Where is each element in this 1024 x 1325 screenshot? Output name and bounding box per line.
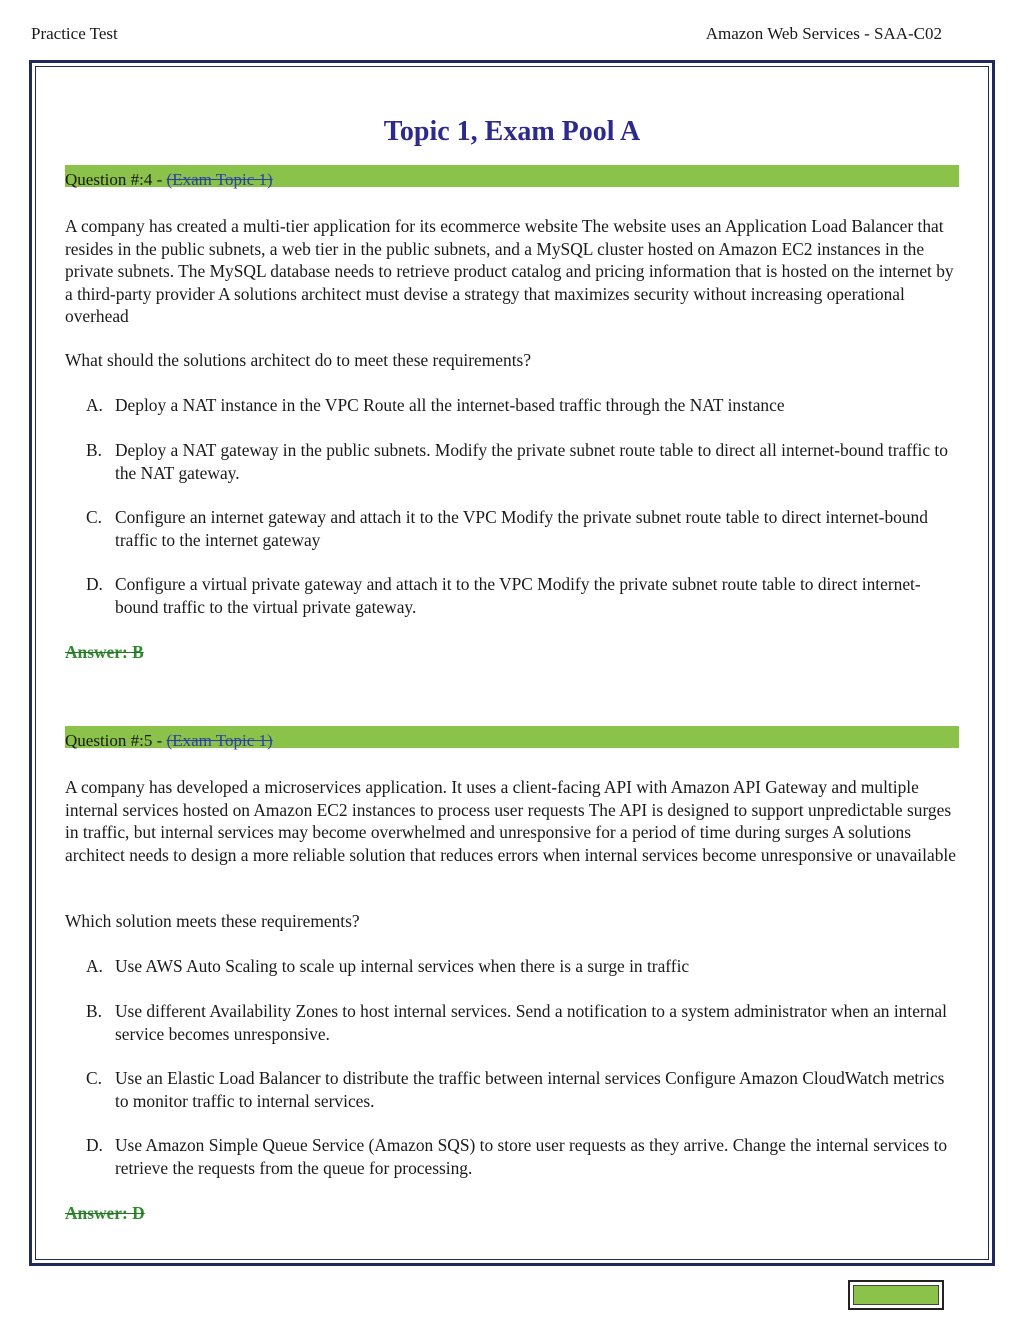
option-letter: C. [86, 1068, 102, 1088]
option-a[interactable] [86, 394, 956, 417]
answer-text: Answer: D [65, 1203, 145, 1223]
question-label: Question #:5 - [65, 731, 167, 750]
exam-topic-link[interactable]: (Exam Topic 1) [166, 731, 273, 750]
option-text: Use Amazon Simple Queue Service (Amazon SQS) to store user requests as they arrive. Change the internal services to retrieve the requests from the queue for processing. [115, 1135, 948, 1178]
question-prompt: What should the solutions architect do to meet these requirements? [65, 350, 532, 370]
option-c[interactable] [86, 1067, 956, 1112]
page-number-fill [853, 1285, 939, 1305]
topic-title: Topic 1, Exam Pool A [383, 116, 641, 147]
option-d[interactable] [86, 573, 956, 618]
page-number-box [848, 1280, 944, 1310]
option-text: Use AWS Auto Scaling to scale up internal services when there is a surge in traffic [115, 956, 690, 976]
answer-text: Answer: B [65, 642, 144, 662]
header-right: Amazon Web Services - SAA-C02 [705, 24, 942, 43]
option-letter: A. [86, 956, 103, 976]
option-letter: D. [86, 574, 103, 594]
question-label: Question #:4 - [65, 170, 167, 189]
page-header [31, 24, 942, 48]
option-text: Deploy a NAT gateway in the public subnets. Modify the private subnet route table to direct all internet-bound traffic to the NAT gateway. [115, 440, 948, 483]
question-header [65, 726, 959, 748]
option-d[interactable] [86, 1134, 956, 1179]
option-letter: B. [86, 440, 102, 460]
option-text: Deploy a NAT instance in the VPC Route all the internet-based traffic through the NAT instance [115, 395, 785, 415]
question-body: A company has created a multi-tier application for its ecommerce website The website uses an Application Load Balancer that resides in the public subnets, a web tier in the public subnets, and a MySQL cluster hosted on Amazon EC2 instances in the private subnets. The MySQL database needs to retrieve product catalog and pricing information that is hosted on the internet by a third-party provider A solutions architect must devise a strategy that maximizes security without increasing operational overhead [65, 216, 954, 326]
option-letter: C. [86, 507, 102, 527]
option-letter: D. [86, 1135, 103, 1155]
option-text: Use an Elastic Load Balancer to distribute the traffic between internal services Configure Amazon CloudWatch metrics to monitor traffic to internal services. [115, 1068, 945, 1111]
option-text: Use different Availability Zones to host internal services. Send a notification to a system administrator when an internal service becomes unresponsive. [115, 1001, 947, 1044]
option-b[interactable] [86, 439, 956, 484]
question-body: A company has developed a microservices application. It uses a client-facing API with Amazon API Gateway and multiple internal services hosted on Amazon EC2 instances to process user requests The API is designed to support unpredictable surges in traffic, but internal services may become overwhelmed and unresponsive for a period of time during surges A solutions architect needs to design a more reliable solution that reduces errors when internal services become unresponsive or unavailable [65, 777, 956, 865]
question-header [65, 165, 959, 187]
option-a[interactable] [86, 955, 956, 978]
header-left: Practice Test [31, 24, 118, 43]
question-prompt: Which solution meets these requirements? [65, 911, 360, 931]
option-letter: A. [86, 395, 103, 415]
exam-topic-link[interactable]: (Exam Topic 1) [166, 170, 273, 189]
option-letter: B. [86, 1001, 102, 1021]
option-c[interactable] [86, 506, 956, 551]
option-b[interactable] [86, 1000, 956, 1045]
option-text: Configure a virtual private gateway and attach it to the VPC Modify the private subnet route table to direct internet-bound traffic to the virtual private gateway. [115, 574, 921, 617]
option-text: Configure an internet gateway and attach it to the VPC Modify the private subnet route table to direct internet-bound traffic to the internet gateway [115, 507, 928, 550]
